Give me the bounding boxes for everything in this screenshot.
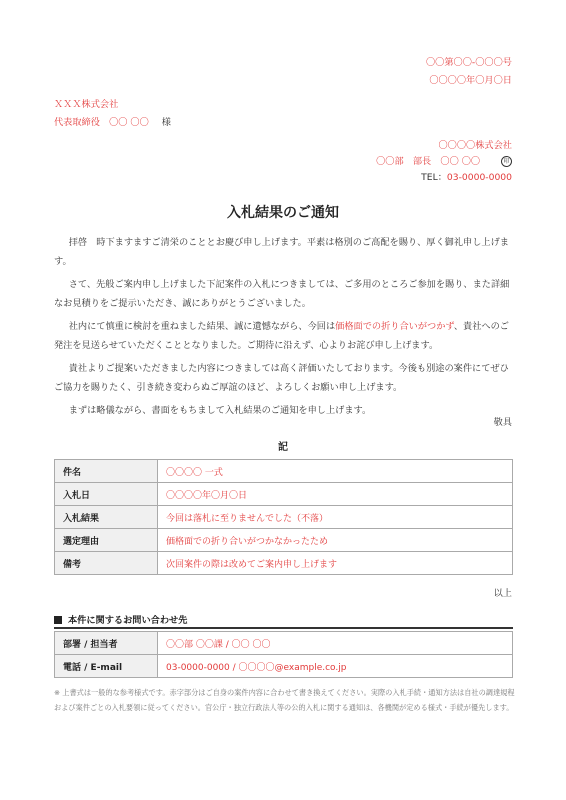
- table-row: [55, 483, 513, 506]
- body-paragraph-2: さて、先般ご案内申し上げました下記案件の入札につきましては、ご多用のところご参加を賜り、また詳細なお見積りをご提示いただき、誠にありがとうございました。: [54, 279, 510, 309]
- footnote: ※ 上書式は一般的な参考様式です。赤字部分はご自身の案件内容に合わせて書き換えてください。実際の入札手続・通知方法は自社の調達規程および案件ごとの入札要領に従ってください。官公庁・独立行政法人等の公的入札に関する通知は、各機関が定める様式・手続が優先します。: [54, 688, 515, 712]
- contact-divider: [54, 627, 513, 629]
- body-paragraph-4: 貴社よりご提案いただきました内容につきましては高く評価いたしております。今後も別途の案件にてぜひご協力を賜りたく、引き続き変わらぬご厚誼のほど、よろしくお願い申し上げます。: [54, 363, 509, 393]
- body-paragraph-3-b: 、貴社へのご発注を見送らせていただくこととなりました。ご期待に沿えず、心よりお詫び申し上げます。: [54, 321, 509, 351]
- table-row: [55, 529, 513, 552]
- row-label: 入札日: [55, 483, 158, 506]
- row-label: 電話 / E-mail: [55, 655, 158, 678]
- body-paragraph-3: [54, 318, 514, 355]
- document-header: [426, 54, 512, 90]
- recipient-name: [54, 114, 171, 132]
- page-title: 入札結果のご通知: [227, 205, 339, 221]
- table-row: [55, 632, 513, 655]
- row-label: 入札結果: [55, 506, 158, 529]
- closing-ijo: 以上: [493, 588, 512, 599]
- recipient-block: [54, 96, 171, 132]
- table-row: [55, 552, 513, 575]
- row-value: 〇〇部 〇〇課 / 〇〇 〇〇: [158, 632, 513, 655]
- sender-department-line: [376, 154, 512, 170]
- square-bullet-icon: [54, 616, 62, 624]
- body-paragraph-5: まずは略儀ながら、書面をもちまして入札結果のご通知を申し上げます。: [68, 405, 372, 416]
- sender-block: [376, 138, 512, 186]
- row-label: 選定理由: [55, 529, 158, 552]
- body-paragraph-3-a: 社内にて慎重に検討を重ねました結果、誠に遺憾ながら、今回は: [68, 321, 336, 332]
- body-paragraph-3-highlight: 価格面での折り合いがつかず: [335, 321, 454, 332]
- seal-icon: 印: [501, 156, 512, 167]
- row-value: 次回案件の際は改めてご案内申し上げます: [158, 552, 513, 575]
- recipient-title-name: 代表取締役 〇〇 〇〇: [54, 117, 149, 128]
- table-row: [55, 506, 513, 529]
- row-value: 今回は落札に至りませんでした（不落）: [158, 506, 513, 529]
- row-value: 〇〇〇〇 一式: [158, 460, 513, 483]
- ki-heading: 記: [278, 442, 288, 453]
- details-table: [54, 459, 513, 575]
- row-label: 備考: [55, 552, 158, 575]
- tel-label: TEL：: [421, 172, 447, 183]
- row-value: 価格面での折り合いがつかなかったため: [158, 529, 513, 552]
- table-row: [55, 655, 513, 678]
- closing-keigu: 敬具: [493, 417, 512, 428]
- row-value: 03-0000-0000 / 〇〇〇〇@example.co.jp: [158, 655, 513, 678]
- row-label: 件名: [55, 460, 158, 483]
- row-value: 〇〇〇〇年〇月〇日: [158, 483, 513, 506]
- body-paragraph-1: 拝啓 時下ますますご清栄のこととお慶び申し上げます。平素は格別のご高配を賜り、厚く御礼申し上げます。: [54, 237, 509, 267]
- tel-number: 03-0000-0000: [446, 172, 512, 183]
- contact-heading-text: 本件に関するお問い合わせ先: [68, 615, 188, 626]
- table-row: [55, 460, 513, 483]
- row-label: 部署 / 担当者: [55, 632, 158, 655]
- recipient-honorific: 様: [161, 117, 171, 128]
- sender-company: 〇〇〇〇株式会社: [438, 140, 512, 151]
- sender-tel-line: [376, 170, 512, 186]
- recipient-company: ＸＸＸ株式会社: [54, 99, 119, 110]
- letter-body: [54, 234, 514, 426]
- contact-heading: [54, 612, 187, 626]
- document-date: 〇〇〇〇年〇月〇日: [429, 75, 512, 86]
- contact-table: [54, 631, 513, 678]
- sender-department: 〇〇部 部長 〇〇 〇〇: [376, 156, 481, 167]
- document-number: 〇〇第〇〇-〇〇〇号: [425, 57, 512, 68]
